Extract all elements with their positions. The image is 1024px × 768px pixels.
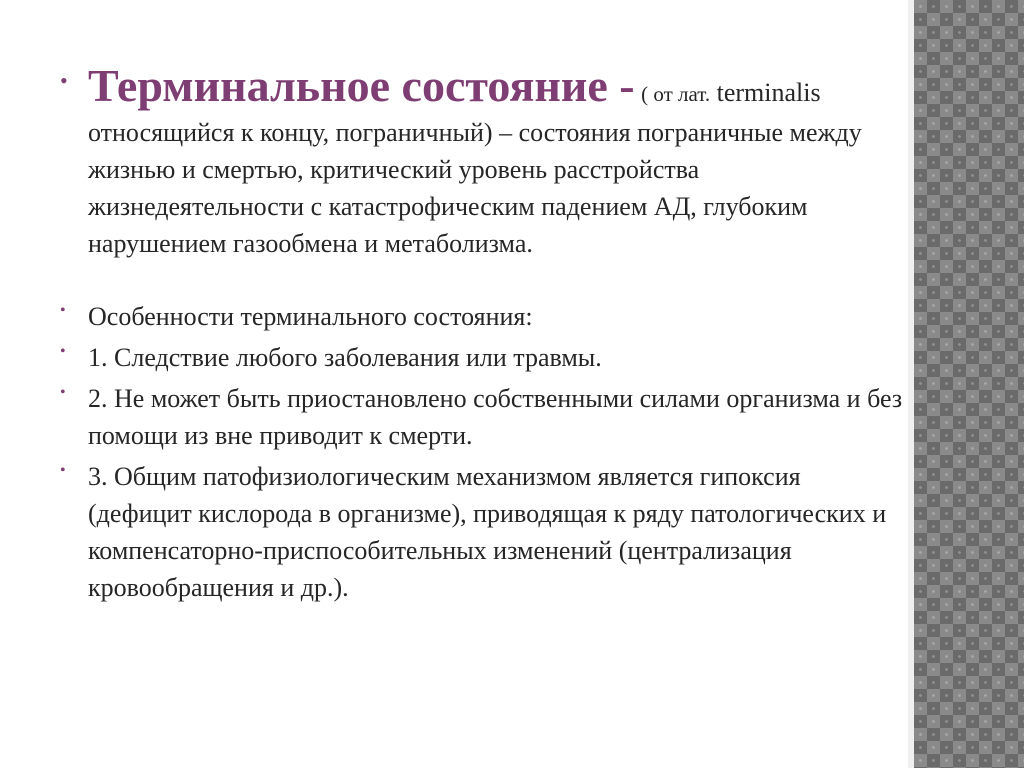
bullet-text: 1. Следствие любого заболевания или травмы. (88, 343, 602, 372)
bullet-text: Особенности терминального состояния: (88, 302, 533, 331)
slide-content (60, 58, 910, 606)
bullet-icon: • (60, 384, 66, 401)
bullet-text: 3. Общим патофизиологическим механизмом является гипоксия (дефицит кислорода в организме), приводящая к ряду патологических и компенсаторно-приспособительных изменений (централизация кровообращения и др.). (88, 462, 887, 602)
bullet-item (60, 380, 910, 454)
bullet-icon: • (60, 462, 66, 479)
bullet-item (60, 458, 910, 606)
definition-text: terminalis относящийся к концу, пограничный) – состояния пограничные между жизнью и смертью, критический уровень расстройства жизнедеятельности с катастрофическим падением АД, глубоким нарушением газообмена и метаболизма. (88, 78, 862, 258)
bullet-icon: • (60, 68, 68, 93)
decorative-side-pattern (914, 0, 1024, 768)
bullet-text: 2. Не может быть приостановлено собственными силами организма и без помощи из вне приводит к смерти. (88, 384, 903, 450)
slide-title: Терминальное состояние - (88, 60, 635, 111)
bullet-icon: • (60, 302, 66, 319)
bullet-icon: • (60, 343, 66, 360)
bullet-item (60, 339, 910, 376)
spacer (60, 262, 910, 298)
definition-item (60, 58, 910, 262)
bullet-item (60, 298, 910, 335)
title-suffix: ( от лат. (641, 82, 711, 106)
